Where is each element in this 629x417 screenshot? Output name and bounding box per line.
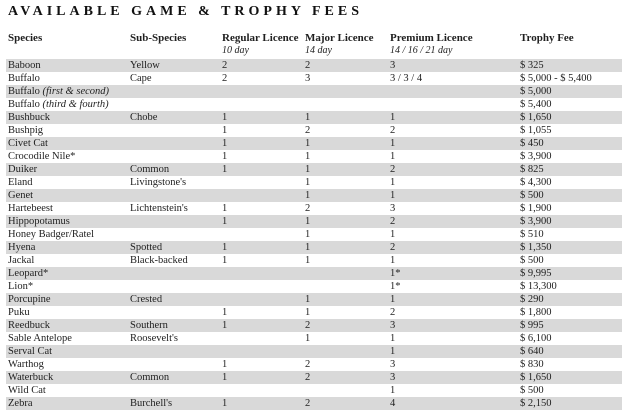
- premium-licence-cell: [390, 85, 520, 98]
- species-cell: [8, 332, 130, 345]
- premium-licence-cell: 2: [390, 216, 396, 227]
- species-name: Hippopotamus: [8, 216, 70, 227]
- sub-species-cell: Yellow: [130, 60, 160, 71]
- table-row: [6, 137, 622, 150]
- table-row: [6, 280, 622, 293]
- regular-licence-cell: 1: [222, 242, 228, 253]
- premium-licence-cell: 3: [390, 372, 396, 383]
- column-sublabel: 14 day: [305, 45, 332, 56]
- premium-licence-cell: 2: [390, 125, 396, 136]
- species-cell: [8, 241, 130, 254]
- regular-licence-cell: 1: [222, 203, 228, 214]
- species-name: Jackal: [8, 255, 35, 266]
- trophy-fee-cell: $ 4,300: [520, 177, 552, 188]
- column-header-major-licence: [305, 31, 390, 57]
- species-name: Duiker: [8, 164, 38, 175]
- column-sublabel: [130, 45, 222, 57]
- major-licence-cell: 1: [305, 138, 311, 149]
- table-row: [6, 345, 622, 358]
- sub-species-cell: [130, 137, 222, 150]
- regular-licence-cell: [222, 384, 305, 397]
- regular-licence-cell: 1: [222, 398, 228, 409]
- column-sublabel: [520, 45, 622, 57]
- major-licence-cell: 1: [305, 255, 311, 266]
- trophy-fee-cell: $ 1,055: [520, 125, 552, 136]
- species-name: Warthog: [8, 359, 44, 370]
- table-row: [6, 176, 622, 189]
- species-cell: [8, 319, 130, 332]
- sub-species-cell: [130, 280, 222, 293]
- sub-species-cell: Livingstone's: [130, 177, 187, 188]
- premium-licence-cell: 3: [390, 320, 396, 331]
- sub-species-cell: [130, 267, 222, 280]
- column-sublabel: 10 day: [222, 45, 249, 56]
- major-licence-cell: 1: [305, 294, 311, 305]
- trophy-fee-cell: $ 2,150: [520, 398, 552, 409]
- species-name: Puku: [8, 307, 30, 318]
- major-licence-cell: 1: [305, 242, 311, 253]
- species-name: Buffalo: [8, 86, 40, 97]
- sub-species-cell: Crested: [130, 294, 163, 305]
- regular-licence-cell: 1: [222, 372, 228, 383]
- regular-licence-cell: 1: [222, 255, 228, 266]
- premium-licence-cell: 1: [390, 255, 396, 266]
- species-cell: [8, 306, 130, 319]
- trophy-fee-cell: $ 510: [520, 229, 544, 240]
- sub-species-cell: [130, 150, 222, 163]
- species-name: Eland: [8, 177, 33, 188]
- sub-species-cell: [130, 358, 222, 371]
- major-licence-cell: 1: [305, 151, 311, 162]
- trophy-fee-cell: $ 1,800: [520, 307, 552, 318]
- trophy-fee-cell: $ 290: [520, 294, 544, 305]
- species-cell: [8, 228, 130, 241]
- species-cell: [8, 267, 130, 280]
- species-name: Wild Cat: [8, 385, 46, 396]
- regular-licence-cell: 1: [222, 151, 228, 162]
- species-name: Reedbuck: [8, 320, 50, 331]
- species-name: Porcupine: [8, 294, 51, 305]
- major-licence-cell: [305, 267, 390, 280]
- species-name: Buffalo: [8, 99, 40, 110]
- major-licence-cell: 1: [305, 307, 311, 318]
- regular-licence-cell: [222, 228, 305, 241]
- column-header-regular-licence: [222, 31, 305, 57]
- species-name: Serval Cat: [8, 346, 53, 357]
- species-cell: [8, 176, 130, 189]
- table-row: [6, 358, 622, 371]
- regular-licence-cell: 1: [222, 138, 228, 149]
- species-cell: [8, 111, 130, 124]
- premium-licence-cell: 1: [390, 151, 396, 162]
- species-cell: [8, 345, 130, 358]
- table-row: [6, 254, 622, 267]
- trophy-fee-cell: $ 3,900: [520, 216, 552, 227]
- species-note: (first & second): [39, 86, 110, 97]
- species-cell: [8, 371, 130, 384]
- column-header-trophy-fee: [520, 31, 622, 57]
- trophy-fee-cell: $ 640: [520, 346, 544, 357]
- premium-licence-cell: 2: [390, 164, 396, 175]
- regular-licence-cell: 1: [222, 164, 228, 175]
- table-body: [6, 59, 622, 410]
- premium-licence-cell: 1: [390, 177, 396, 188]
- sub-species-cell: Burchell's: [130, 398, 173, 409]
- premium-licence-cell: 1*: [390, 281, 401, 292]
- table-row: [6, 189, 622, 202]
- premium-licence-cell: 1: [390, 112, 396, 123]
- species-cell: [8, 293, 130, 306]
- trophy-fee-cell: $ 13,300: [520, 281, 557, 292]
- species-name: Hartebeest: [8, 203, 53, 214]
- species-cell: [8, 189, 130, 202]
- column-label: Trophy Fee: [520, 32, 574, 44]
- major-licence-cell: [305, 280, 390, 293]
- regular-licence-cell: [222, 332, 305, 345]
- species-name: Honey Badger/Ratel: [8, 229, 95, 240]
- table-row: [6, 384, 622, 397]
- species-cell: [8, 72, 130, 85]
- sub-species-cell: [130, 98, 222, 111]
- regular-licence-cell: 2: [222, 60, 228, 71]
- sub-species-cell: Spotted: [130, 242, 163, 253]
- trophy-fee-cell: $ 3,900: [520, 151, 552, 162]
- trophy-fee-cell: $ 830: [520, 359, 544, 370]
- column-label: Premium Licence: [390, 32, 473, 44]
- regular-licence-cell: [222, 267, 305, 280]
- premium-licence-cell: 4: [390, 398, 396, 409]
- regular-licence-cell: [222, 345, 305, 358]
- trophy-fee-cell: $ 1,350: [520, 242, 552, 253]
- species-name: Leopard*: [8, 268, 49, 279]
- species-cell: [8, 137, 130, 150]
- major-licence-cell: 2: [305, 372, 311, 383]
- species-name: Genet: [8, 190, 34, 201]
- regular-licence-cell: [222, 189, 305, 202]
- premium-licence-cell: 1: [390, 346, 396, 357]
- species-name: Bushbuck: [8, 112, 50, 123]
- table-row: [6, 397, 622, 410]
- premium-licence-cell: 3: [390, 60, 396, 71]
- major-licence-cell: 1: [305, 333, 311, 344]
- premium-licence-cell: 1: [390, 294, 396, 305]
- species-name: Crocodile Nile*: [8, 151, 76, 162]
- species-cell: [8, 215, 130, 228]
- premium-licence-cell: 2: [390, 242, 396, 253]
- trophy-fee-cell: $ 5,000: [520, 86, 552, 97]
- species-name: Bushpig: [8, 125, 44, 136]
- column-header-premium-licence: [390, 31, 520, 57]
- sub-species-cell: [130, 384, 222, 397]
- regular-licence-cell: 1: [222, 125, 228, 136]
- regular-licence-cell: 1: [222, 359, 228, 370]
- species-cell: [8, 59, 130, 72]
- sub-species-cell: Roosevelt's: [130, 333, 178, 344]
- regular-licence-cell: 1: [222, 112, 228, 123]
- sub-species-cell: Chobe: [130, 112, 158, 123]
- species-cell: [8, 202, 130, 215]
- major-licence-cell: [305, 98, 390, 111]
- trophy-fee-cell: $ 500: [520, 190, 544, 201]
- species-name: Sable Antelope: [8, 333, 72, 344]
- species-cell: [8, 163, 130, 176]
- sub-species-cell: Cape: [130, 73, 152, 84]
- table-row: [6, 267, 622, 280]
- sub-species-cell: Common: [130, 164, 170, 175]
- premium-licence-cell: [390, 98, 520, 111]
- sub-species-cell: [130, 306, 222, 319]
- regular-licence-cell: [222, 280, 305, 293]
- sub-species-cell: Common: [130, 372, 170, 383]
- major-licence-cell: 2: [305, 398, 311, 409]
- premium-licence-cell: 3: [390, 203, 396, 214]
- table-row: [6, 228, 622, 241]
- species-cell: [8, 254, 130, 267]
- major-licence-cell: [305, 384, 390, 397]
- species-cell: [8, 397, 130, 410]
- sub-species-cell: [130, 124, 222, 137]
- regular-licence-cell: [222, 98, 305, 111]
- species-name: Lion*: [8, 281, 34, 292]
- species-cell: [8, 358, 130, 371]
- table-row: [6, 98, 622, 111]
- premium-licence-cell: 1: [390, 138, 396, 149]
- table-row: [6, 241, 622, 254]
- table-row: [6, 59, 622, 72]
- major-licence-cell: 1: [305, 177, 311, 188]
- major-licence-cell: 2: [305, 359, 311, 370]
- table-header-row: [6, 31, 622, 57]
- regular-licence-cell: 1: [222, 307, 228, 318]
- species-cell: [8, 124, 130, 137]
- column-label: Species: [8, 32, 43, 44]
- sub-species-cell: Lichtenstein's: [130, 203, 188, 214]
- premium-licence-cell: 1: [390, 190, 396, 201]
- regular-licence-cell: 1: [222, 216, 228, 227]
- major-licence-cell: 1: [305, 190, 311, 201]
- table-row: [6, 306, 622, 319]
- page-title: AVAILABLE GAME & TROPHY FEES: [8, 4, 363, 19]
- column-sublabel: [8, 45, 130, 57]
- table-row: [6, 150, 622, 163]
- trophy-fee-cell: $ 995: [520, 320, 544, 331]
- major-licence-cell: 1: [305, 216, 311, 227]
- species-name: Baboon: [8, 60, 41, 71]
- species-cell: [8, 98, 130, 111]
- trophy-fee-cell: $ 325: [520, 60, 544, 71]
- major-licence-cell: 1: [305, 229, 311, 240]
- trophy-fee-cell: $ 1,650: [520, 112, 552, 123]
- species-cell: [8, 280, 130, 293]
- species-cell: [8, 85, 130, 98]
- species-cell: [8, 150, 130, 163]
- species-cell: [8, 384, 130, 397]
- premium-licence-cell: 3: [390, 359, 396, 370]
- trophy-fee-cell: $ 1,650: [520, 372, 552, 383]
- sub-species-cell: [130, 189, 222, 202]
- table-row: [6, 371, 622, 384]
- trophy-fee-cell: $ 450: [520, 138, 544, 149]
- major-licence-cell: 1: [305, 164, 311, 175]
- regular-licence-cell: 1: [222, 320, 228, 331]
- species-name: Hyena: [8, 242, 36, 253]
- major-licence-cell: 1: [305, 112, 311, 123]
- trophy-fee-cell: $ 1,900: [520, 203, 552, 214]
- species-name: Buffalo: [8, 73, 40, 84]
- trophy-fee-cell: $ 500: [520, 255, 544, 266]
- species-note: (third & fourth): [39, 99, 109, 110]
- table-row: [6, 111, 622, 124]
- major-licence-cell: [305, 345, 390, 358]
- regular-licence-cell: [222, 176, 305, 189]
- trophy-fee-cell: $ 6,100: [520, 333, 552, 344]
- table-row: [6, 215, 622, 228]
- species-name: Waterbuck: [8, 372, 54, 383]
- species-name: Civet Cat: [8, 138, 48, 149]
- premium-licence-cell: 3 / 3 / 4: [390, 73, 423, 84]
- table-row: [6, 85, 622, 98]
- trophy-fee-cell: $ 825: [520, 164, 544, 175]
- premium-licence-cell: 1: [390, 229, 396, 240]
- major-licence-cell: 3: [305, 73, 311, 84]
- premium-licence-cell: 1: [390, 385, 396, 396]
- major-licence-cell: 2: [305, 125, 311, 136]
- major-licence-cell: 2: [305, 320, 311, 331]
- species-name: Zebra: [8, 398, 33, 409]
- table-row: [6, 332, 622, 345]
- major-licence-cell: [305, 85, 390, 98]
- regular-licence-cell: 2: [222, 73, 228, 84]
- trophy-fee-cell: $ 5,400: [520, 99, 552, 110]
- sub-species-cell: [130, 228, 222, 241]
- sub-species-cell: [130, 345, 222, 358]
- sub-species-cell: Black-backed: [130, 255, 188, 266]
- premium-licence-cell: 1: [390, 333, 396, 344]
- table-row: [6, 319, 622, 332]
- table-row: [6, 293, 622, 306]
- column-header-sub-species: [130, 31, 222, 57]
- regular-licence-cell: [222, 85, 305, 98]
- major-licence-cell: 2: [305, 203, 311, 214]
- table-row: [6, 72, 622, 85]
- column-header-species: [8, 31, 130, 57]
- table-row: [6, 163, 622, 176]
- column-label: Sub-Species: [130, 32, 187, 44]
- major-licence-cell: 2: [305, 60, 311, 71]
- trophy-fee-cell: $ 5,000 - $ 5,400: [520, 73, 592, 84]
- table-row: [6, 202, 622, 215]
- sub-species-cell: [130, 215, 222, 228]
- premium-licence-cell: 2: [390, 307, 396, 318]
- game-trophy-fees-table: [6, 31, 622, 410]
- premium-licence-cell: 1*: [390, 268, 401, 279]
- regular-licence-cell: [222, 293, 305, 306]
- trophy-fee-cell: $ 9,995: [520, 268, 552, 279]
- sub-species-cell: [130, 85, 222, 98]
- table-row: [6, 124, 622, 137]
- column-label: Regular Licence: [222, 32, 299, 44]
- sub-species-cell: Southern: [130, 320, 168, 331]
- column-label: Major Licence: [305, 32, 374, 44]
- column-sublabel: 14 / 16 / 21 day: [390, 45, 453, 56]
- trophy-fee-cell: $ 500: [520, 385, 544, 396]
